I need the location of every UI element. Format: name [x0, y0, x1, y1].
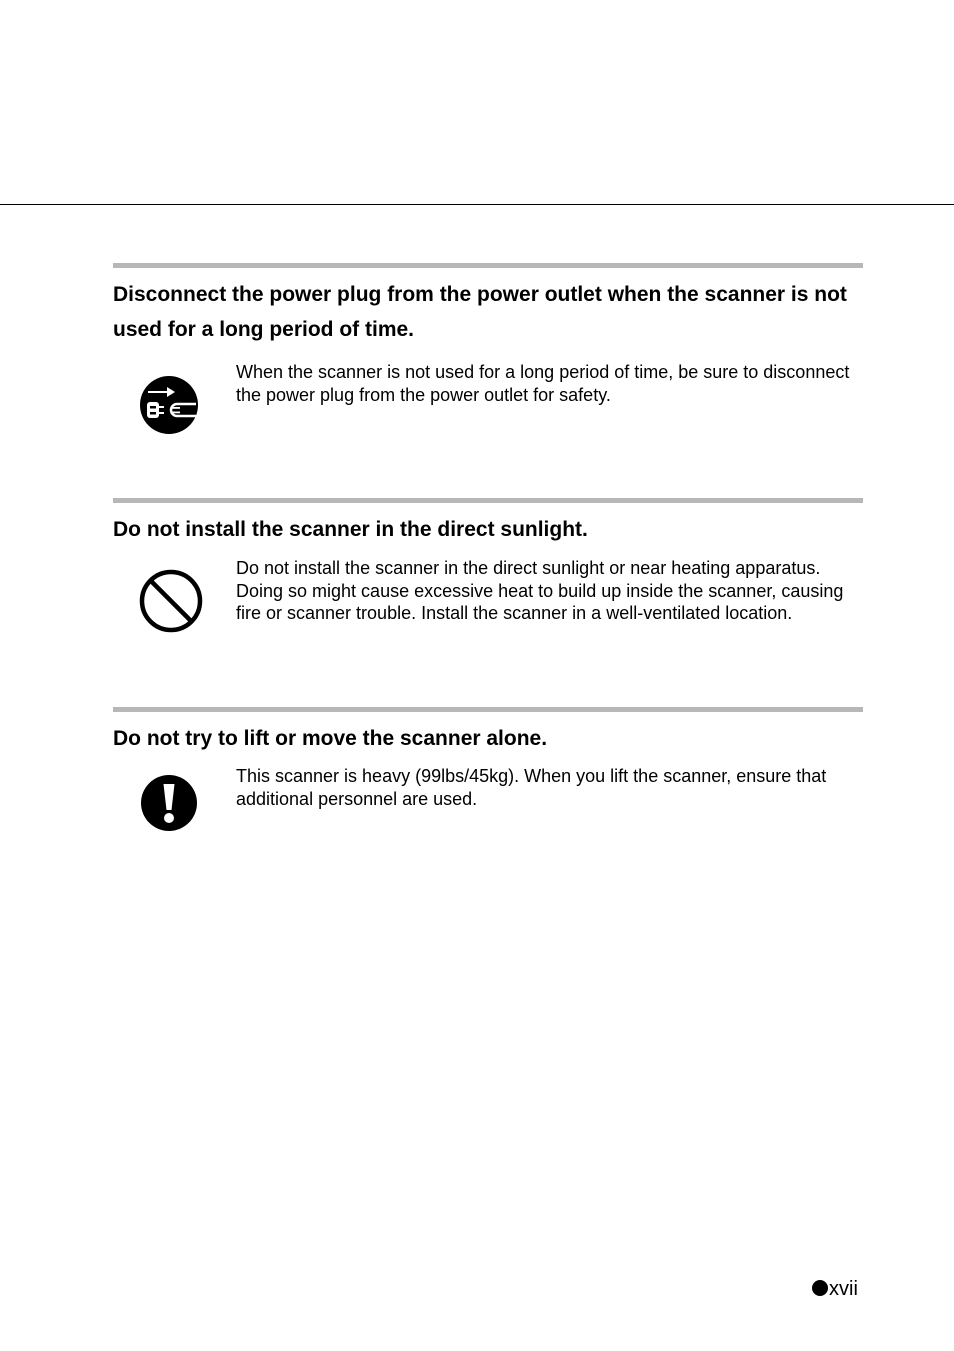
section-description: This scanner is heavy (99lbs/45kg). When you lift the scanner, ensure that additional personnel are used. — [236, 766, 827, 809]
section-title: Do not try to lift or move the scanner alone. — [113, 727, 548, 750]
section-title: Disconnect the power plug from the power outlet when the scanner is not used for a long period of time. — [113, 283, 847, 341]
section-divider — [113, 498, 863, 503]
section-divider — [113, 263, 863, 268]
section-no-direct-sunlight — [113, 498, 863, 625]
unplug-icon — [139, 375, 199, 435]
bullet-icon — [812, 1280, 828, 1296]
section-description: When the scanner is not used for a long period of time, be sure to disconnect the power plug from the power outlet for safety. — [236, 362, 850, 405]
section-body — [113, 361, 863, 406]
section-body — [113, 765, 863, 810]
section-body — [113, 557, 863, 625]
section-unplug-power — [113, 263, 863, 406]
section-title: Do not install the scanner in the direct sunlight. — [113, 518, 588, 541]
section-do-not-lift-alone — [113, 707, 863, 810]
section-divider — [113, 707, 863, 712]
exclamation-icon — [139, 773, 199, 833]
page-number — [812, 1277, 858, 1301]
page-number-text: xvii — [829, 1278, 858, 1300]
section-description: Do not install the scanner in the direct sunlight or near heating apparatus. Doing so might cause excessive heat to build up inside the scanner, causing fire or scanner trouble. Install the scanner in a well-ventilated location. — [236, 558, 844, 623]
prohibited-icon — [139, 569, 203, 633]
header-rule — [0, 204, 954, 205]
